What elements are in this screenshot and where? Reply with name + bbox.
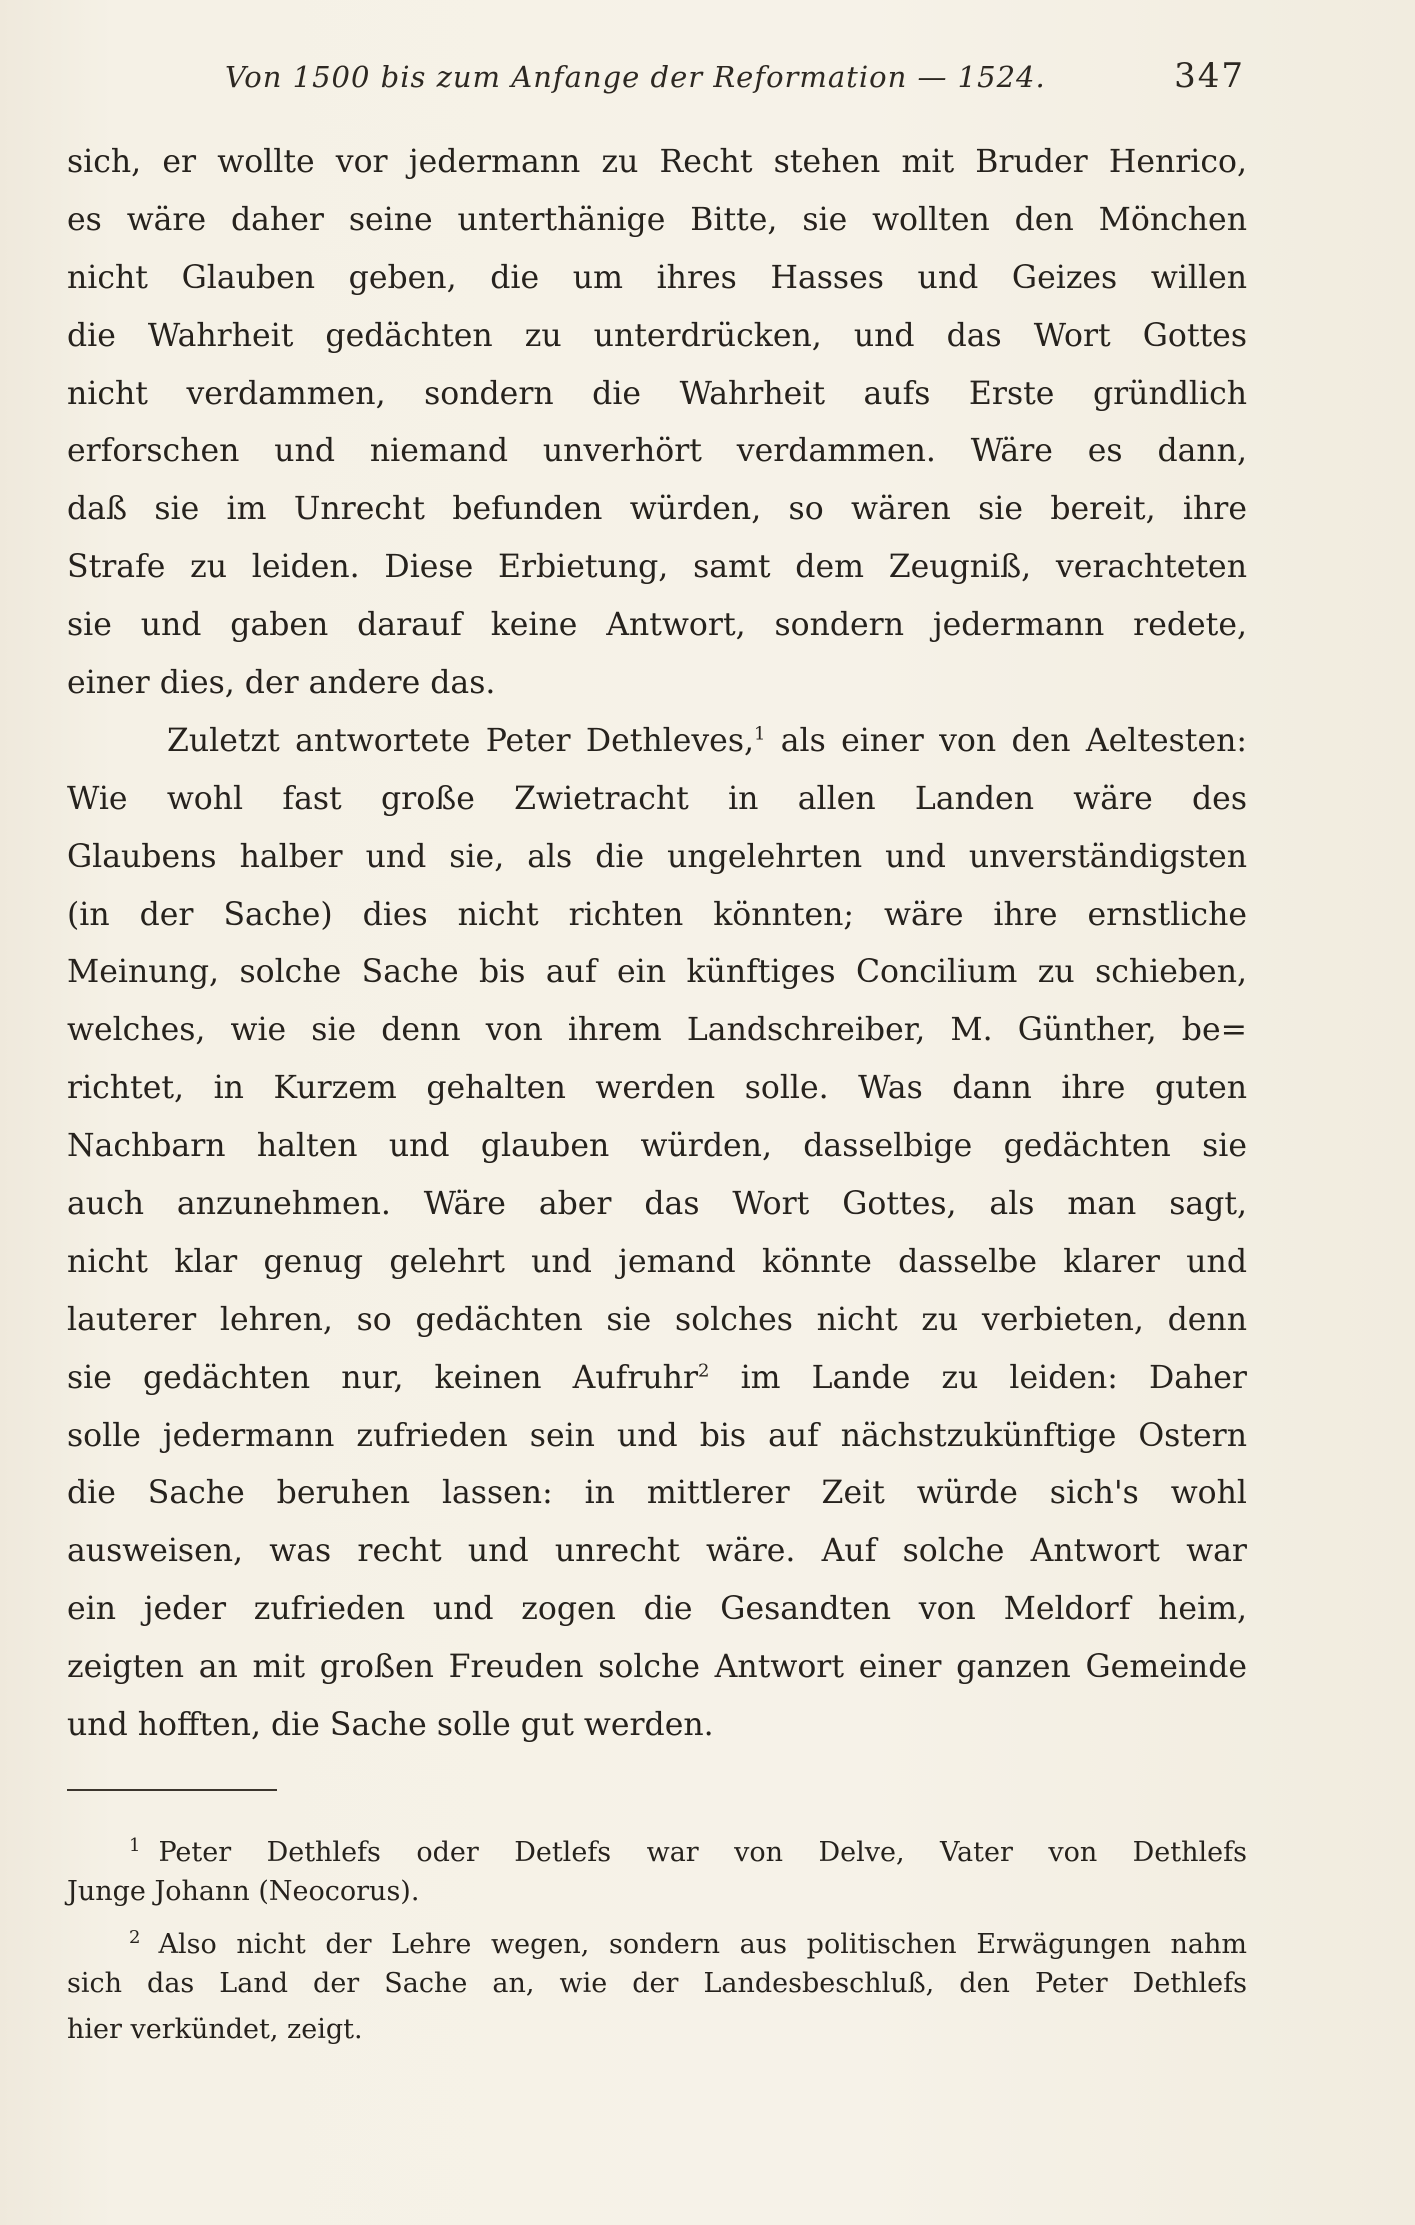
footnote-number: 1 bbox=[129, 1835, 141, 1856]
text-fragment: Zuletzt antwortete Peter Dethleves, bbox=[167, 722, 754, 759]
footnote-line bbox=[67, 1823, 1247, 1869]
footnote-reference: 2 bbox=[698, 1360, 710, 1382]
text-line: ausweisen, was recht und unrecht wäre. Auf solche Antwort war bbox=[67, 1533, 1247, 1570]
footnote-number: 2 bbox=[129, 1927, 141, 1948]
text-line bbox=[67, 1350, 1247, 1408]
text-line: und hofften, die Sache solle gut werden. bbox=[67, 1707, 714, 1744]
text-line: richtet, in Kurzem gehalten werden solle. Was dann ihre guten bbox=[67, 1070, 1247, 1107]
text-line: nicht klar genug gelehrt und jemand könnte dasselbe klarer und bbox=[67, 1243, 1247, 1280]
text-line: auch anzunehmen. Wäre aber das Wort Gottes, als man sagt, bbox=[67, 1186, 1247, 1223]
text-line: einer dies, der andere das. bbox=[67, 665, 496, 702]
text-fragment: sie gedächten nur, keinen Aufruhr bbox=[67, 1359, 699, 1396]
page-number: 347 bbox=[1174, 56, 1245, 96]
text-line: die Sache beruhen lassen: in mittlerer Zeit würde sich's wohl bbox=[67, 1475, 1247, 1512]
text-line: sie und gaben darauf keine Antwort, sondern jedermann redete, bbox=[67, 607, 1247, 644]
text-fragment: im Lande zu leiden: Daher bbox=[740, 1359, 1247, 1396]
text-line: Strafe zu leiden. Diese Erbietung, samt dem Zeugniß, verachteten bbox=[67, 549, 1247, 586]
text-line: welches, wie sie denn von ihrem Landschreiber, M. Günther, be= bbox=[67, 1012, 1247, 1049]
text-line: nicht Glauben geben, die um ihres Hasses und Geizes willen bbox=[67, 259, 1247, 296]
footnote-text: Peter Dethlefs oder Detlefs war von Delve, Vater von Dethlefs bbox=[158, 1837, 1247, 1868]
main-text bbox=[67, 134, 1247, 1755]
text-line: daß sie im Unrecht befunden würden, so wären sie bereit, ihre bbox=[67, 491, 1247, 528]
text-line: es wäre daher seine unterthänige Bitte, sie wollten den Mönchen bbox=[67, 201, 1247, 238]
text-line: die Wahrheit gedächten zu unterdrücken, und das Wort Gottes bbox=[67, 317, 1247, 354]
text-line: sich, er wollte vor jedermann zu Recht stehen mit Bruder Henrico, bbox=[67, 144, 1247, 180]
footnote-text: Also nicht der Lehre wegen, sondern aus politischen Erwägungen nahm bbox=[158, 1929, 1247, 1960]
text-line: Nachbarn halten und glauben würden, dasselbige gedächten sie bbox=[67, 1128, 1247, 1165]
footnote-separator bbox=[67, 1789, 277, 1791]
running-head bbox=[225, 52, 1245, 102]
footnote-line bbox=[67, 1915, 1247, 1961]
text-line bbox=[67, 713, 1247, 771]
footnote-line: Junge Johann (Neocorus). bbox=[67, 1876, 420, 1907]
running-head-title: Von 1500 bis zum Anfange der Reformation — 1524. bbox=[225, 60, 1046, 94]
text-line: ein jeder zufrieden und zogen die Gesandten von Meldorf heim, bbox=[67, 1591, 1247, 1628]
footnote-line: hier verkündet, zeigt. bbox=[67, 2014, 363, 2045]
text-line: zeigten an mit großen Freuden solche Antwort einer ganzen Gemeinde bbox=[67, 1649, 1247, 1686]
text-line: Glaubens halber und sie, als die ungelehrten und unverständigsten bbox=[67, 838, 1247, 875]
footnotes bbox=[67, 1823, 1247, 2053]
text-line: nicht verdammen, sondern die Wahrheit aufs Erste gründlich bbox=[67, 375, 1247, 412]
text-line: Meinung, solche Sache bis auf ein künftiges Concilium zu schieben, bbox=[67, 954, 1247, 991]
text-fragment: als einer von den Aeltesten: bbox=[780, 722, 1247, 759]
text-line: Wie wohl fast große Zwietracht in allen Landen wäre des bbox=[67, 780, 1247, 817]
footnote-line: sich das Land der Sache an, wie der Landesbeschluß, den Peter Dethlefs bbox=[67, 1968, 1247, 1999]
text-line: (in der Sache) dies nicht richten könnten; wäre ihre ernstliche bbox=[67, 896, 1247, 933]
text-line: erforschen und niemand unverhört verdammen. Wäre es dann, bbox=[67, 433, 1247, 470]
footnote-reference: 1 bbox=[754, 723, 766, 745]
text-line: lauterer lehren, so gedächten sie solches nicht zu verbieten, denn bbox=[67, 1301, 1247, 1338]
text-line: solle jedermann zufrieden sein und bis auf nächstzukünftige Ostern bbox=[67, 1417, 1247, 1454]
